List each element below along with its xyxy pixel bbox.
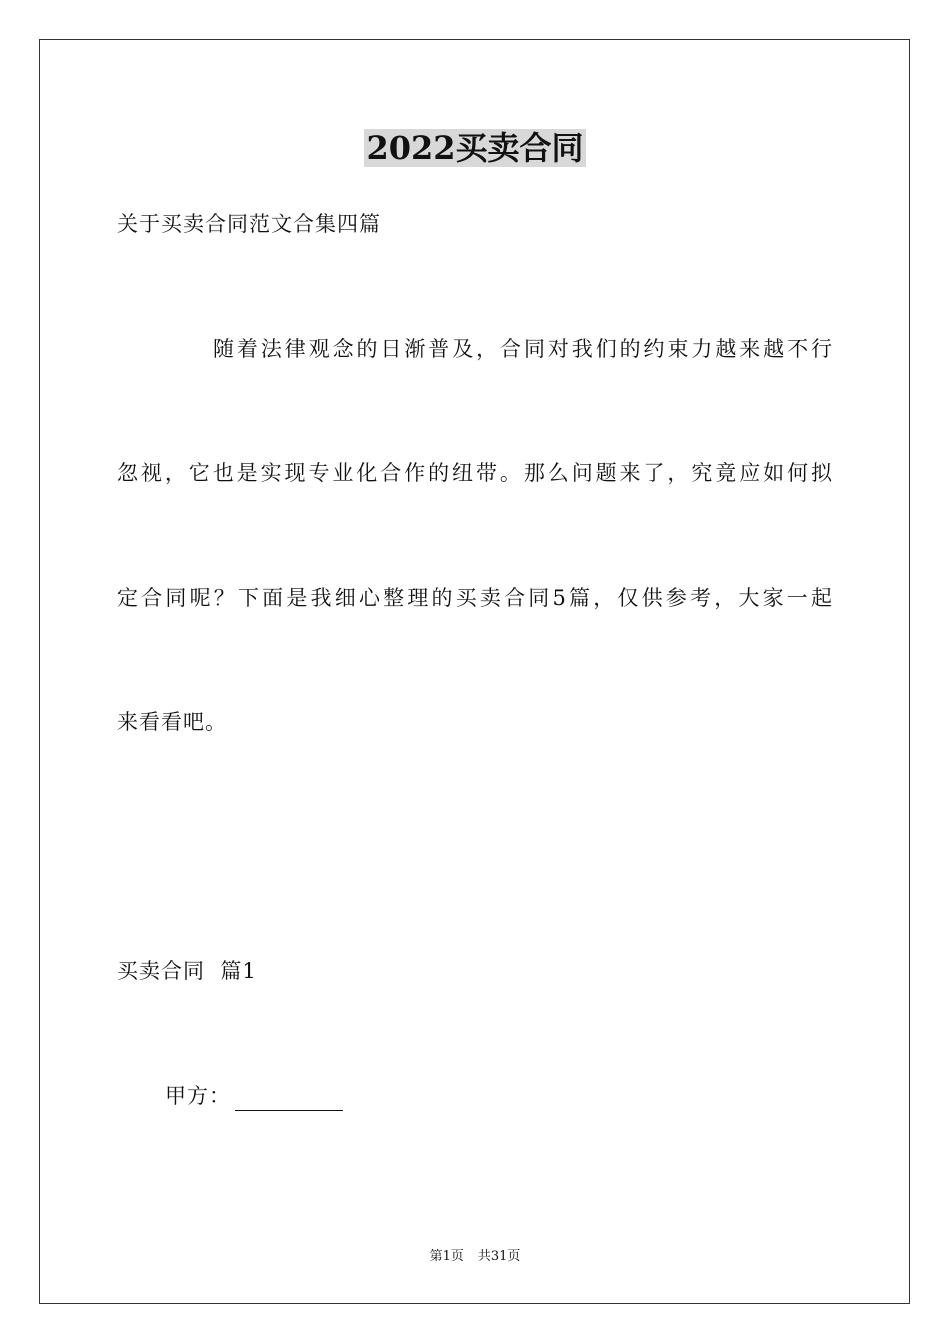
- page-footer: [0, 1248, 950, 1266]
- paragraph-line-4: 来看看吧。: [117, 710, 227, 734]
- document-subtitle: 关于买卖合同范文合集四篇: [117, 212, 381, 236]
- page-number: 第1页: [429, 1249, 464, 1264]
- document-title: [0, 126, 950, 170]
- paragraph-line-3: 定合同呢？下面是我细心整理的买卖合同5篇，仅供参考，大家一起: [117, 586, 833, 610]
- document-title-text: 2022买卖合同: [366, 129, 584, 167]
- party-a-label: 甲方：: [165, 1084, 231, 1108]
- party-a-blank: [235, 1088, 343, 1111]
- party-a-line: [165, 1081, 343, 1111]
- page-total: 共31页: [477, 1249, 521, 1264]
- paragraph-line-2: 忽视，它也是实现专业化合作的纽带。那么问题来了，究竟应如何拟: [117, 461, 833, 485]
- section-heading: 买卖合同 篇1: [117, 959, 257, 983]
- paragraph-line-1: 随着法律观念的日渐普及，合同对我们的约束力越来越不行: [213, 337, 833, 361]
